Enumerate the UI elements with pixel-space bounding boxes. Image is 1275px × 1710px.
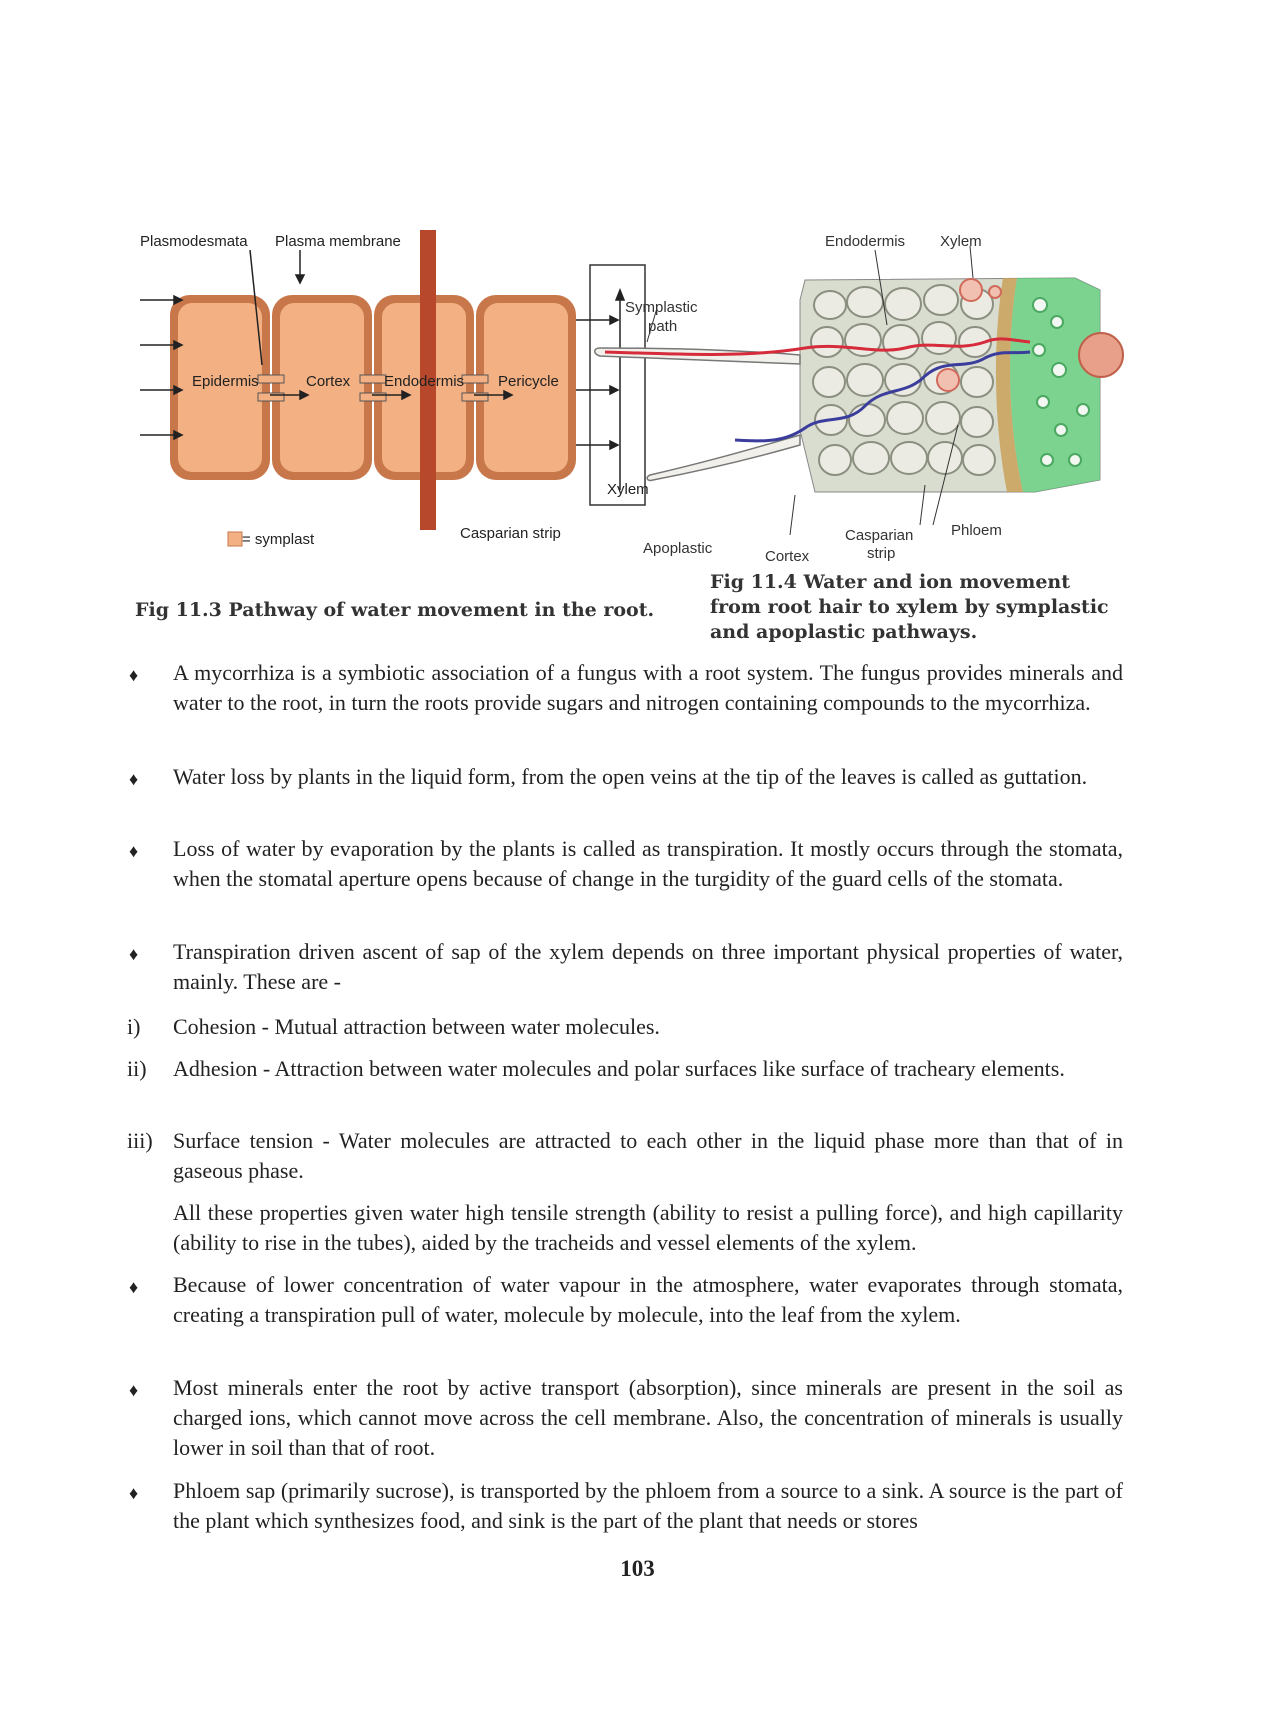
paragraph-adhesion: Adhesion - Attraction between water molecules and polar surfaces like surface of tracheary elements.	[173, 1056, 1065, 1081]
label-plasmodesmata: Plasmodesmata	[140, 233, 248, 250]
list-marker-i: i)	[127, 1014, 141, 1039]
paragraph-transpiration-pull: Because of lower concentration of water vapour in the atmosphere, water evaporates through stomata, creating a transpiration pull of water, molecule by molecule, into the leaf from the xylem.	[173, 1272, 1123, 1327]
bullet-marker: ♦	[129, 1380, 139, 1400]
xylem-vessel-small	[989, 286, 1001, 298]
label-casparian-strip-line2: strip	[867, 545, 896, 562]
root-hair-apoplastic	[647, 435, 800, 480]
legend-symplast-label: = symplast	[242, 531, 315, 548]
label-cortex: Cortex	[306, 373, 351, 390]
bullet-marker: ♦	[129, 944, 139, 964]
paragraph-guttation: Water loss by plants in the liquid form, from the open veins at the tip of the leaves is called as guttation.	[173, 764, 1088, 789]
bullet-marker: ♦	[129, 1277, 139, 1297]
label-symplastic-path-line2: path	[648, 318, 678, 335]
paragraph-phloem-transport: Phloem sap (primarily sucrose), is transported by the phloem from a source to a sink. A source is the part of the plant which synthesizes food, and sink is the part of the plant that needs or stores	[173, 1478, 1123, 1533]
figure-11-4-caption: Fig 11.4 Water and ion movement from root hair to xylem by symplastic and apoplastic pathways.	[710, 571, 1109, 643]
xylem-vessel	[960, 279, 982, 301]
figure-11-3-diagram	[140, 230, 660, 560]
label-endodermis: Endodermis	[825, 233, 906, 250]
label-symplastic-path-line1: Symplastic	[625, 299, 698, 316]
stele-tissue	[1010, 278, 1100, 492]
xylem-vessel-2	[937, 369, 959, 391]
label-phloem: Phloem	[951, 522, 1002, 539]
page-number: 103	[620, 1556, 655, 1581]
label-xylem: Xylem	[940, 233, 982, 250]
list-marker-iii: iii)	[127, 1128, 153, 1153]
label-epidermis: Epidermis	[192, 373, 259, 390]
paragraph-surface-tension: Surface tension - Water molecules are attracted to each other in the liquid phase more than that of in gaseous phase.	[173, 1128, 1123, 1183]
bullet-marker: ♦	[129, 665, 139, 685]
label-apoplastic: Apoplastic	[643, 540, 713, 557]
label-casparian-strip-line1: Casparian	[845, 527, 914, 544]
legend-symplast-swatch	[228, 532, 242, 546]
list-marker-ii: ii)	[127, 1056, 147, 1081]
paragraph-mineral-uptake: Most minerals enter the root by active transport (absorption), since minerals are present in the soil as charged ions, which cannot move across the cell membrane. Also, the concentration of minerals is usually lower in soil than that of root.	[173, 1375, 1123, 1460]
paragraph-cohesion: Cohesion - Mutual attraction between water molecules.	[173, 1014, 660, 1039]
bullet-marker: ♦	[129, 1483, 139, 1503]
label-endodermis: Endodermis	[384, 373, 465, 390]
bullet-marker: ♦	[129, 769, 139, 789]
paragraph-properties-summary: All these properties given water high tensile strength (ability to resist a pulling force), and high capillarity (ability to rise in the tubes), aided by the tracheids and vessel elements of the xylem.	[173, 1200, 1123, 1255]
figure-11-3-caption: Fig 11.3 Pathway of water movement in the root.	[135, 599, 655, 621]
paragraph-mycorrhiza: A mycorrhiza is a symbiotic association of a fungus with a root system. The fungus provides minerals and water to the root, in turn the roots provide sugars and nitrogen containing compounds to the mycorrhiza.	[173, 660, 1123, 715]
paragraph-ascent-of-sap: Transpiration driven ascent of sap of the xylem depends on three important physical properties of water, mainly. These are -	[173, 939, 1123, 994]
label-casparian-strip: Casparian strip	[460, 525, 561, 542]
bullet-marker: ♦	[129, 841, 139, 861]
xylem-vessel-large	[1079, 333, 1123, 377]
label-xylem: Xylem	[607, 481, 649, 498]
label-pericycle: Pericycle	[498, 373, 559, 390]
figure-11-4-diagram	[625, 230, 1125, 565]
label-cortex: Cortex	[765, 548, 810, 565]
paragraph-transpiration: Loss of water by evaporation by the plants is called as transpiration. It mostly occurs through the stomata, when the stomatal aperture opens because of change in the turgidity of the guard cells of the stomata.	[173, 836, 1123, 891]
label-plasma-membrane: Plasma membrane	[275, 233, 401, 250]
